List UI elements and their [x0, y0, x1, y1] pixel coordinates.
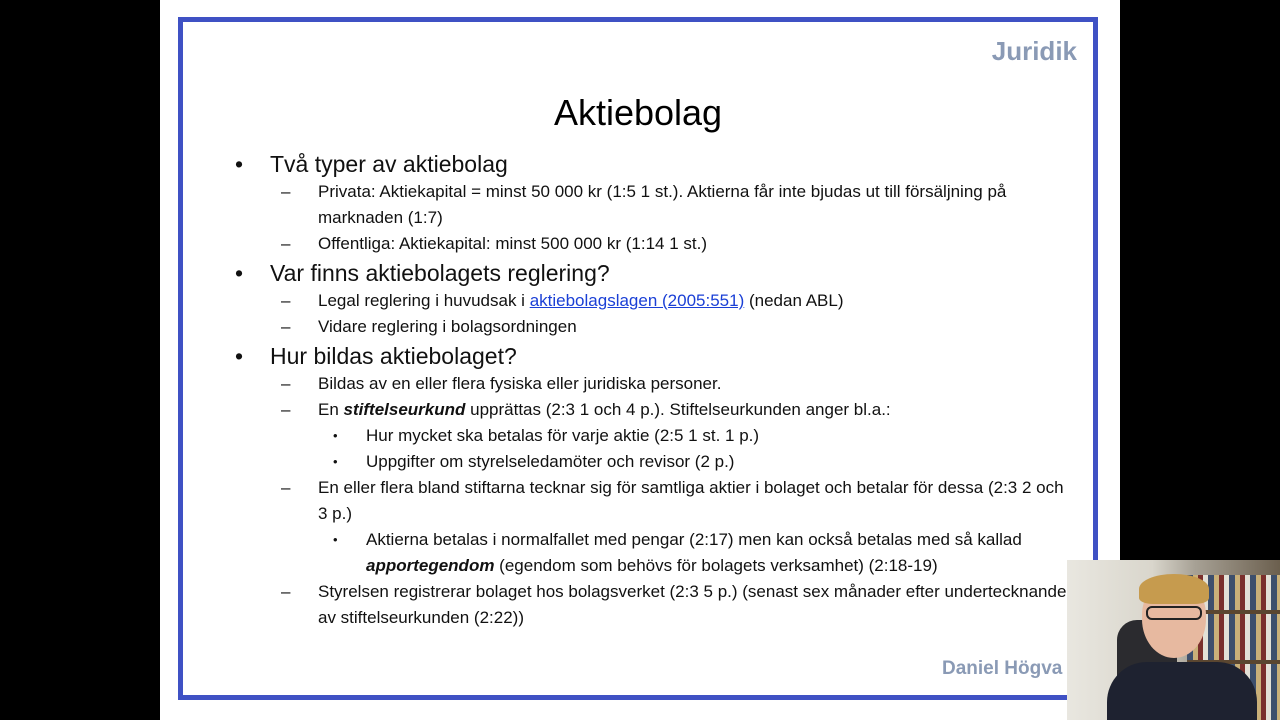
dash-marker: – — [281, 374, 291, 393]
abl-link[interactable]: aktiebolagslagen (2005:551) — [529, 291, 745, 310]
bullet-text-pre: En — [318, 400, 344, 419]
bullet-level1 — [235, 259, 1075, 288]
dash-marker: – — [281, 182, 291, 201]
bullet-marker: • — [235, 343, 244, 369]
bullet-marker: • — [235, 151, 244, 177]
bullet-level2 — [235, 179, 1075, 231]
bullet-level2 — [235, 397, 1075, 423]
presenter-signature: Daniel Högva — [942, 658, 1063, 679]
slide-frame — [178, 17, 1098, 700]
emphasis-term: stiftelseurkund — [343, 400, 466, 419]
bullet-text: Privata: Aktiekapital = minst 50 000 kr (1:5 1 st.). Aktierna får inte bjudas ut till försäljning på marknaden (1:7) — [318, 182, 1007, 227]
bullet-text: Hur mycket ska betalas för varje aktie (2:5 1 st. 1 p.) — [366, 426, 760, 445]
dot-marker: • — [333, 532, 338, 547]
dash-marker: – — [281, 478, 291, 497]
slide-content — [235, 148, 1075, 631]
dash-marker: – — [281, 582, 291, 601]
bullet-text: En eller flera bland stiftarna tecknar sig för samtliga aktier i bolaget och betalar för dessa (2:3 2 och 3 p.) — [318, 478, 1064, 523]
bullet-text: Vidare reglering i bolagsordningen — [318, 317, 577, 336]
bullet-text-pre: Legal reglering i huvudsak i — [318, 291, 530, 310]
bullet-text: Två typer av aktiebolag — [270, 151, 508, 177]
bullet-text: Offentliga: Aktiekapital: minst 500 000 kr (1:14 1 st.) — [318, 234, 707, 253]
bullet-text: Uppgifter om styrelseledamöter och revisor (2 p.) — [366, 452, 735, 471]
bullet-level2 — [235, 371, 1075, 397]
bullet-level3 — [235, 527, 1075, 579]
bullet-text: Bildas av en eller flera fysiska eller juridiska personer. — [318, 374, 722, 393]
dash-marker: – — [281, 317, 291, 336]
bullet-level3 — [235, 423, 1075, 449]
bullet-text: Styrelsen registrerar bolaget hos bolagsverket (2:3 5 p.) (senast sex månader efter undertecknande av stiftelseurkunden (2:22)) — [318, 582, 1067, 627]
bullet-text-post: upprättas (2:3 1 och 4 p.). Stiftelseurkunden anger bl.a.: — [465, 400, 891, 419]
bullet-text: Hur bildas aktiebolaget? — [270, 343, 517, 369]
webcam-overlay — [1067, 560, 1280, 720]
dot-marker: • — [333, 428, 338, 443]
glasses-icon — [1146, 606, 1202, 620]
bullet-level1 — [235, 342, 1075, 371]
dot-marker: • — [333, 454, 338, 469]
bullet-level1 — [235, 150, 1075, 179]
presenter-hair — [1139, 574, 1209, 604]
bullet-text-pre: Aktierna betalas i normalfallet med pengar (2:17) men kan också betalas med så kallad — [366, 530, 1022, 549]
dash-marker: – — [281, 291, 291, 310]
presenter-body — [1107, 662, 1257, 720]
bullet-level2 — [235, 314, 1075, 340]
bullet-level3 — [235, 449, 1075, 475]
slide-title: Aktiebolag — [553, 92, 723, 133]
bullet-level2 — [235, 579, 1075, 631]
bullet-text: Var finns aktiebolagets reglering? — [270, 260, 610, 286]
brand-logo-text: Juridik — [991, 36, 1077, 66]
bullet-level2 — [235, 475, 1075, 527]
bullet-text-post: (nedan ABL) — [744, 291, 844, 310]
bullet-marker: • — [235, 260, 244, 286]
bullet-level2 — [235, 288, 1075, 314]
dash-marker: – — [281, 400, 291, 419]
dash-marker: – — [281, 234, 291, 253]
bullet-level2 — [235, 231, 1075, 257]
bullet-text-post: (egendom som behövs för bolagets verksamhet) (2:18-19) — [494, 556, 938, 575]
emphasis-term: apportegendom — [366, 556, 495, 575]
